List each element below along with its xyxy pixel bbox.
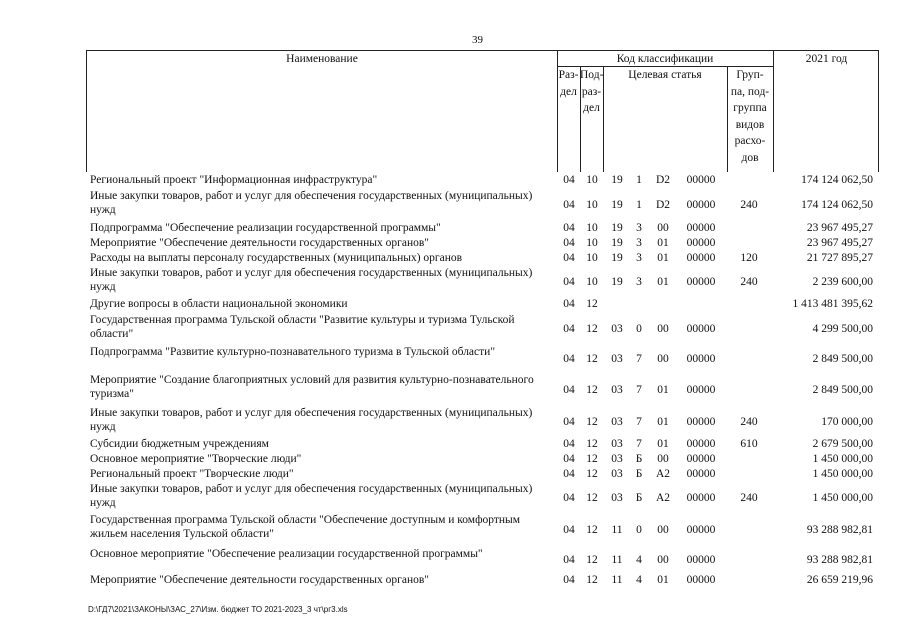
cell-podrazdel: 10	[586, 276, 598, 288]
cell-target-event: 00	[657, 222, 669, 234]
header-razdel: Раз- дел	[558, 69, 579, 98]
cell-amount: 1 450 000,00	[812, 468, 873, 480]
cell-podrazdel: 12	[586, 453, 598, 465]
cell-name: Иные закупки товаров, работ и услуг для обеспечения государственных (муниципальных) нужд	[90, 267, 533, 293]
cell-razdel: 04	[563, 384, 575, 396]
cell-target-program: 03	[611, 384, 623, 396]
cell-group: 120	[740, 252, 758, 264]
cell-podrazdel: 12	[586, 416, 598, 428]
cell-target-event: 00	[657, 554, 669, 566]
cell-name: Иные закупки товаров, работ и услуг для обеспечения государственных (муниципальных) нужд	[90, 190, 533, 216]
cell-target-subprogram: 7	[636, 384, 642, 396]
cell-target-subprogram: 0	[636, 524, 642, 536]
file-path: D:\ГД7\2021\ЗАКОНЫ\ЗАС_27\Изм. бюджет ТО 2021-2023_3 чт\рг3.xls	[88, 605, 348, 614]
cell-target-program: 19	[611, 252, 623, 264]
cell-target-subprogram: 3	[636, 276, 642, 288]
table-body	[86, 172, 879, 592]
cell-amount: 2 239 600,00	[812, 276, 873, 288]
cell-razdel: 04	[563, 174, 575, 186]
cell-target-subprogram: 0	[636, 323, 642, 335]
cell-target-direction: 00000	[686, 252, 716, 264]
table-row	[86, 405, 879, 436]
cell-name: Государственная программа Тульской области "Обеспечение доступным и комфортным жильем населения Тульской области"	[90, 514, 521, 540]
cell-target-program: 19	[611, 222, 623, 234]
cell-amount: 26 659 219,96	[806, 574, 873, 586]
cell-target-direction: 00000	[686, 492, 716, 504]
cell-name: Основное мероприятие "Творческие люди"	[90, 453, 302, 465]
table-row	[86, 572, 879, 592]
table-row	[86, 546, 879, 572]
cell-group: 610	[740, 438, 758, 450]
cell-target-direction: 00000	[686, 453, 716, 465]
cell-amount: 174 124 062,50	[801, 174, 873, 186]
cell-podrazdel: 12	[586, 298, 598, 310]
cell-name: Иные закупки товаров, работ и услуг для обеспечения государственных (муниципальных) нужд	[90, 407, 533, 433]
cell-razdel: 04	[563, 252, 575, 264]
table-row	[86, 220, 879, 235]
cell-target-program: 19	[611, 237, 623, 249]
cell-razdel: 04	[563, 416, 575, 428]
cell-target-subprogram: 7	[636, 353, 642, 365]
cell-target-program: 19	[611, 199, 623, 211]
table-row	[86, 466, 879, 481]
table-row	[86, 344, 879, 372]
cell-name: Мероприятие "Обеспечение деятельности государственных органов"	[90, 574, 429, 586]
cell-razdel: 04	[563, 237, 575, 249]
cell-target-event: 01	[657, 438, 669, 450]
cell-target-subprogram: 1	[636, 199, 642, 211]
table-row	[86, 188, 879, 220]
cell-target-program: 19	[611, 174, 623, 186]
cell-target-event: 00	[657, 323, 669, 335]
cell-target-program: 19	[611, 276, 623, 288]
cell-razdel: 04	[563, 468, 575, 480]
cell-target-subprogram: 1	[636, 174, 642, 186]
cell-razdel: 04	[563, 554, 575, 566]
cell-target-subprogram: 7	[636, 438, 642, 450]
cell-amount: 170 000,00	[821, 416, 873, 428]
cell-target-subprogram: Б	[635, 468, 643, 480]
header-name: Наименование	[286, 53, 358, 65]
cell-target-event: А2	[655, 492, 671, 504]
cell-target-direction: 00000	[686, 438, 716, 450]
cell-name: Расходы на выплаты персоналу государственных (муниципальных) органов	[90, 252, 463, 264]
cell-name: Иные закупки товаров, работ и услуг для обеспечения государственных (муниципальных) нужд	[90, 483, 533, 509]
cell-razdel: 04	[563, 222, 575, 234]
table-row	[86, 312, 879, 344]
table-row	[86, 296, 879, 312]
cell-name: Другие вопросы в области национальной экономики	[90, 298, 348, 310]
cell-target-direction: 00000	[686, 554, 716, 566]
cell-target-direction: 00000	[686, 468, 716, 480]
cell-amount: 2 849 500,00	[812, 353, 873, 365]
header-target: Целевая статья	[628, 69, 702, 81]
cell-target-event: 01	[657, 276, 669, 288]
cell-target-subprogram: 3	[636, 237, 642, 249]
cell-name: Государственная программа Тульской области "Развитие культуры и туризма Тульской области"	[90, 314, 515, 340]
cell-amount: 1 450 000,00	[812, 492, 873, 504]
cell-amount: 23 967 495,27	[806, 237, 873, 249]
cell-podrazdel: 12	[586, 492, 598, 504]
cell-amount: 23 967 495,27	[806, 222, 873, 234]
cell-podrazdel: 12	[586, 323, 598, 335]
cell-target-direction: 00000	[686, 199, 716, 211]
cell-razdel: 04	[563, 353, 575, 365]
cell-amount: 4 299 500,00	[812, 323, 873, 335]
table-row	[86, 481, 879, 512]
cell-podrazdel: 12	[586, 524, 598, 536]
cell-target-direction: 00000	[686, 353, 716, 365]
cell-name: Основное мероприятие "Обеспечение реализации государственной программы"	[90, 548, 483, 560]
cell-group: 240	[740, 276, 758, 288]
cell-target-program: 11	[611, 554, 623, 566]
cell-group: 240	[740, 199, 758, 211]
header-code: Код классификации	[616, 53, 714, 65]
cell-group: 240	[740, 416, 758, 428]
cell-target-program: 03	[611, 453, 623, 465]
cell-target-subprogram: 7	[636, 416, 642, 428]
cell-amount: 93 288 982,81	[806, 554, 873, 566]
cell-target-subprogram: 4	[636, 554, 642, 566]
header-group: Груп- па, под- группа видов расхо- дов	[730, 69, 770, 164]
cell-target-event: А2	[655, 468, 671, 480]
cell-razdel: 04	[563, 199, 575, 211]
cell-target-event: 00	[657, 453, 669, 465]
cell-group: 240	[740, 492, 758, 504]
cell-target-event: 01	[657, 384, 669, 396]
cell-razdel: 04	[563, 492, 575, 504]
cell-target-direction: 00000	[686, 222, 716, 234]
cell-razdel: 04	[563, 453, 575, 465]
cell-razdel: 04	[563, 524, 575, 536]
cell-target-program: 03	[611, 416, 623, 428]
cell-target-subprogram: Б	[635, 492, 643, 504]
cell-target-program: 03	[611, 438, 623, 450]
cell-target-event: D2	[655, 174, 671, 186]
cell-target-subprogram: 4	[636, 574, 642, 586]
table-row	[86, 372, 879, 405]
cell-name: Подпрограмма "Развитие культурно-познавательного туризма в Тульской области"	[90, 346, 496, 358]
cell-podrazdel: 12	[586, 353, 598, 365]
header-podrazdel: Под- раз- дел	[580, 69, 604, 115]
table-row	[86, 451, 879, 466]
cell-target-event: 01	[657, 574, 669, 586]
cell-amount: 93 288 982,81	[806, 524, 873, 536]
cell-podrazdel: 10	[586, 252, 598, 264]
cell-target-direction: 00000	[686, 323, 716, 335]
cell-name: Региональный проект "Творческие люди"	[90, 468, 294, 480]
cell-podrazdel: 12	[586, 384, 598, 396]
cell-podrazdel: 12	[586, 438, 598, 450]
cell-target-program: 11	[611, 574, 623, 586]
cell-target-program: 11	[611, 524, 623, 536]
cell-razdel: 04	[563, 438, 575, 450]
cell-target-event: 00	[657, 524, 669, 536]
cell-target-direction: 00000	[686, 237, 716, 249]
cell-name: Подпрограмма "Обеспечение реализации государственной программы"	[90, 222, 441, 234]
cell-target-direction: 00000	[686, 524, 716, 536]
cell-target-event: 01	[657, 237, 669, 249]
cell-amount: 2 679 500,00	[812, 438, 873, 450]
cell-podrazdel: 10	[586, 174, 598, 186]
cell-podrazdel: 12	[586, 554, 598, 566]
cell-target-subprogram: 3	[636, 222, 642, 234]
table-row	[86, 265, 879, 296]
cell-razdel: 04	[563, 323, 575, 335]
cell-podrazdel: 10	[586, 222, 598, 234]
page-number: 39	[472, 34, 483, 46]
cell-target-direction: 00000	[686, 276, 716, 288]
header-year: 2021 год	[805, 53, 848, 65]
cell-amount: 21 727 895,27	[806, 252, 873, 264]
cell-target-program: 03	[611, 492, 623, 504]
cell-target-program: 03	[611, 353, 623, 365]
cell-amount: 1 413 481 395,62	[792, 298, 873, 310]
cell-target-event: 01	[657, 252, 669, 264]
table-row	[86, 512, 879, 546]
cell-target-subprogram: Б	[635, 453, 643, 465]
table-row	[86, 250, 879, 265]
cell-target-direction: 00000	[686, 416, 716, 428]
cell-target-direction: 00000	[686, 574, 716, 586]
cell-target-program: 03	[611, 468, 623, 480]
cell-razdel: 04	[563, 574, 575, 586]
cell-target-event: 01	[657, 416, 669, 428]
cell-amount: 1 450 000,00	[812, 453, 873, 465]
cell-target-event: D2	[655, 199, 671, 211]
cell-podrazdel: 10	[586, 237, 598, 249]
table-row	[86, 235, 879, 250]
cell-target-event: 00	[657, 353, 669, 365]
cell-name: Региональный проект "Информационная инфраструктура"	[90, 174, 378, 186]
table-header	[86, 50, 879, 172]
cell-podrazdel: 10	[586, 199, 598, 211]
cell-amount: 2 849 500,00	[812, 384, 873, 396]
cell-name: Мероприятие "Создание благоприятных условий для развития культурно-познавательного туризма"	[90, 374, 534, 400]
table-row	[86, 436, 879, 451]
cell-name: Субсидии бюджетным учреждениям	[90, 438, 269, 450]
cell-razdel: 04	[563, 276, 575, 288]
cell-podrazdel: 12	[586, 574, 598, 586]
cell-razdel: 04	[563, 298, 575, 310]
cell-amount: 174 124 062,50	[801, 199, 873, 211]
cell-target-direction: 00000	[686, 174, 716, 186]
cell-podrazdel: 12	[586, 468, 598, 480]
cell-name: Мероприятие "Обеспечение деятельности государственных органов"	[90, 237, 429, 249]
table-row	[86, 172, 879, 188]
cell-target-program: 03	[611, 323, 623, 335]
cell-target-subprogram: 3	[636, 252, 642, 264]
cell-target-direction: 00000	[686, 384, 716, 396]
